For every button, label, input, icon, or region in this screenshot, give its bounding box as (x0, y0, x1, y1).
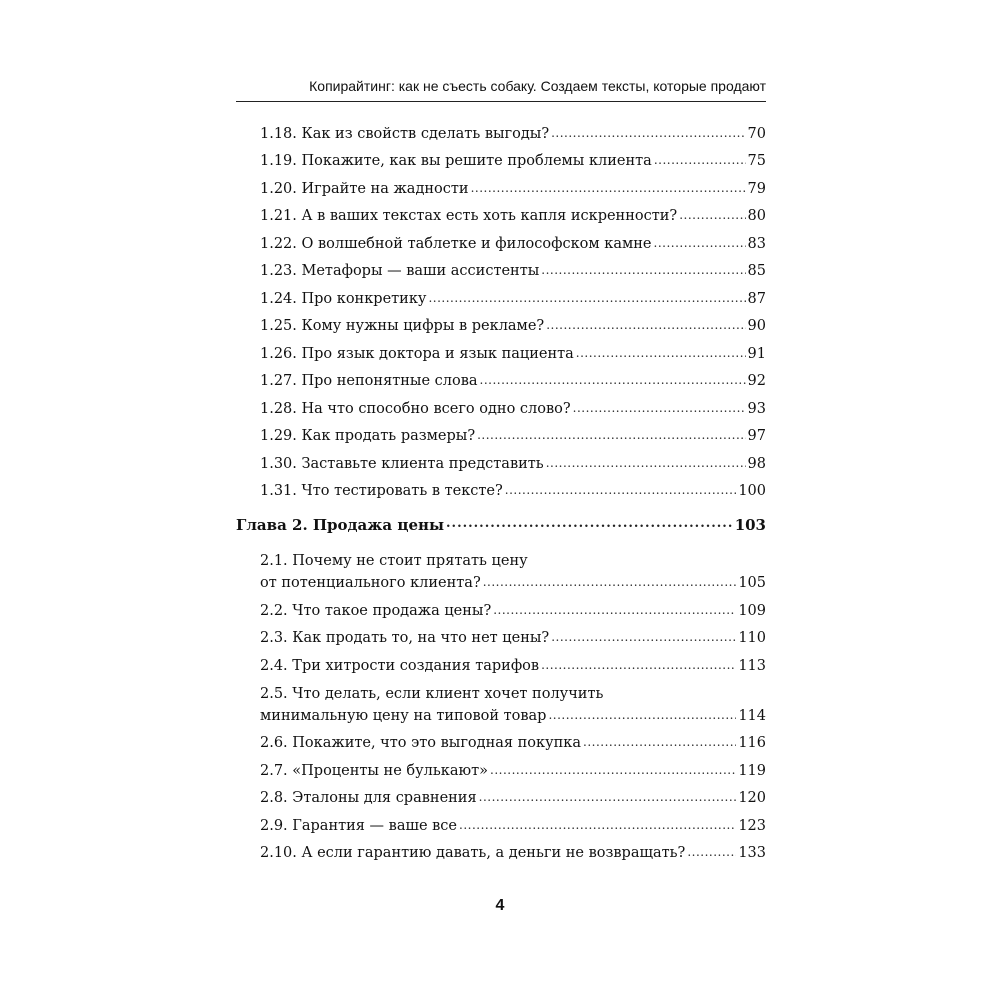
toc-entry-title: 1.31. Что тестировать в тексте? (260, 483, 503, 500)
toc-entry-page: 97 (747, 428, 766, 445)
toc-entry (236, 175, 766, 203)
toc-entry-title: 1.19. Покажите, как вы решите проблемы клиента (260, 153, 652, 170)
toc-entry-title: 1.22. О волшебной таблетке и философском камне (260, 235, 652, 252)
dot-leader (541, 260, 745, 280)
dot-leader (471, 178, 746, 198)
toc-entry-title: 1.23. Метафоры — ваши ассистенты (260, 263, 540, 280)
dot-leader (459, 815, 736, 835)
toc-entry-title-line1: 2.5. Что делать, если клиент хочет получить (260, 685, 604, 702)
dot-leader (428, 288, 745, 308)
chapter-heading (236, 507, 766, 543)
toc-entry-title: 1.25. Кому нужны цифры в рекламе? (260, 318, 545, 335)
toc-entry-page: 87 (747, 290, 766, 307)
toc-entry (236, 203, 766, 231)
toc-entry (236, 478, 766, 506)
toc-entry (236, 230, 766, 258)
toc-entry-page: 98 (747, 455, 766, 472)
toc-entry-page: 109 (738, 602, 766, 619)
toc-entry-page: 120 (738, 790, 766, 807)
toc-entry-title: 1.27. Про непонятные слова (260, 373, 478, 390)
toc-entry-page: 113 (738, 657, 766, 674)
dot-leader (573, 398, 746, 418)
dot-leader (551, 627, 736, 647)
dot-leader (477, 425, 745, 445)
toc-entry (236, 120, 766, 148)
toc-entry-page: 80 (747, 208, 766, 225)
toc-entry (236, 812, 766, 840)
toc-entry (236, 258, 766, 286)
toc-entry-page: 90 (747, 318, 766, 335)
dot-leader (483, 571, 737, 593)
toc-entry-line2 (260, 572, 766, 594)
toc-entry-page: 100 (738, 483, 766, 500)
dot-leader (546, 453, 746, 473)
toc-entry-title: 2.4. Три хитрости создания тарифов (260, 657, 540, 674)
toc-entry (236, 597, 766, 625)
toc-entry-title: 1.30. Заставьте клиента представить (260, 455, 544, 472)
dot-leader (546, 315, 745, 335)
dot-leader (654, 150, 746, 170)
toc-entry-title: 1.20. Играйте на жадности (260, 180, 469, 197)
toc-entry (236, 652, 766, 680)
toc-entry-title: 2.8. Эталоны для сравнения (260, 790, 477, 807)
toc-entry-title: 1.18. Как из свойств сделать выгоды? (260, 125, 550, 142)
chapter-2-entries (236, 547, 766, 867)
dot-leader (493, 600, 736, 620)
toc-entry (236, 680, 766, 730)
toc-entry-title: 2.10. А если гарантию давать, а деньги не возвращать? (260, 845, 686, 862)
dot-leader (654, 233, 746, 253)
toc-entry (236, 757, 766, 785)
toc-entry (236, 395, 766, 423)
toc-entry-title: 2.2. Что такое продажа цены? (260, 602, 492, 619)
toc-entry-title: 2.7. «Проценты не булькают» (260, 762, 488, 779)
toc-entry-title-line2: от потенциального клиента? (260, 575, 481, 591)
toc-entry-title: 1.21. А в ваших текстах есть хоть капля искренности? (260, 208, 678, 225)
toc-entry-page: 119 (738, 762, 766, 779)
toc-entry-page: 116 (738, 735, 766, 752)
toc-entry (236, 313, 766, 341)
dot-leader (479, 787, 737, 807)
table-of-contents (236, 120, 766, 867)
toc-entry-title: 2.9. Гарантия — ваше все (260, 817, 458, 834)
toc-entry-page: 92 (747, 373, 766, 390)
toc-entry (236, 450, 766, 478)
toc-entry-page: 91 (747, 345, 766, 362)
dot-leader (551, 123, 745, 143)
dot-leader (548, 704, 736, 726)
toc-entry-title: 2.6. Покажите, что это выгодная покупка (260, 735, 581, 752)
chapter-1-entries (236, 120, 766, 505)
toc-entry (236, 423, 766, 451)
toc-entry-title-line1: 2.1. Почему не стоит прятать цену (260, 553, 528, 569)
toc-entry-title: 1.29. Как продать размеры? (260, 428, 476, 445)
toc-entry (236, 785, 766, 813)
toc-entry-page: 93 (747, 400, 766, 417)
dot-leader (490, 760, 736, 780)
dot-leader (679, 205, 745, 225)
dot-leader (541, 655, 736, 675)
toc-entry-page: 83 (747, 235, 766, 252)
toc-entry (236, 547, 766, 597)
toc-entry-title: 1.28. На что способно всего одно слово? (260, 400, 571, 417)
toc-entry-page: 75 (747, 153, 766, 170)
dot-leader (446, 514, 733, 534)
page-number: 4 (495, 897, 505, 914)
chapter-title: Глава 2. Продажа цены (236, 516, 445, 534)
toc-entry (236, 368, 766, 396)
toc-entry-title: 2.3. Как продать то, на что нет цены? (260, 630, 550, 647)
toc-entry (236, 148, 766, 176)
header-rule (236, 101, 766, 102)
running-header: Копирайтинг: как не съесть собаку. Создаем тексты, которые продают (309, 78, 766, 94)
toc-entry (236, 285, 766, 313)
toc-entry-page: 105 (738, 575, 766, 591)
toc-entry-page: 85 (747, 263, 766, 280)
toc-entry-line2 (260, 705, 766, 727)
toc-entry (236, 730, 766, 758)
toc-entry-page: 110 (738, 630, 766, 647)
toc-entry-page: 79 (747, 180, 766, 197)
dot-leader (480, 370, 746, 390)
toc-entry-title-line2: минимальную цену на типовой товар (260, 707, 547, 724)
toc-entry-page: 114 (738, 707, 766, 724)
dot-leader (505, 480, 737, 500)
toc-entry-page: 133 (738, 845, 766, 862)
toc-entry (236, 340, 766, 368)
toc-entry-title: 1.24. Про конкретику (260, 290, 427, 307)
toc-entry-title: 1.26. Про язык доктора и язык пациента (260, 345, 574, 362)
chapter-page: 103 (734, 516, 766, 534)
toc-entry (236, 840, 766, 868)
dot-leader (687, 842, 736, 862)
toc-entry (236, 625, 766, 653)
dot-leader (576, 343, 746, 363)
toc-entry-page: 123 (738, 817, 766, 834)
toc-entry-page: 70 (747, 125, 766, 142)
dot-leader (583, 732, 736, 752)
